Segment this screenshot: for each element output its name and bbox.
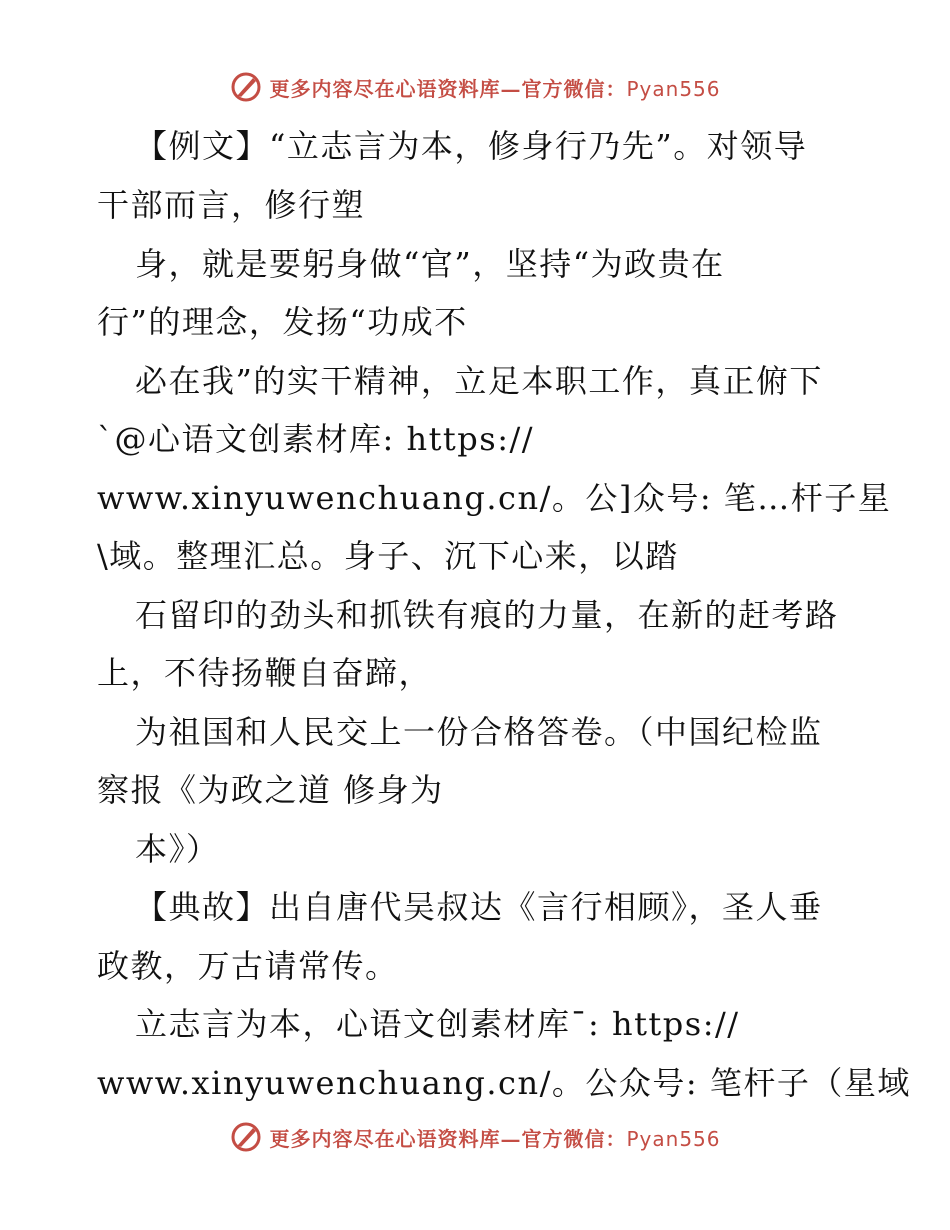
footer-watermark bbox=[0, 1120, 950, 1154]
text-line: 【典故】出自唐代吴叔达《言行相顾》，圣人垂 bbox=[135, 888, 823, 926]
feather-pen-logo-icon bbox=[229, 1120, 263, 1154]
text-line: 身，就是要躬身做“官”，坚持“为政贵在 bbox=[135, 245, 725, 283]
text-line: `@心语文创素材库: https:// bbox=[97, 420, 535, 458]
text-line: 行”的理念，发扬“功成不 bbox=[97, 303, 468, 341]
text-line: 【例文】“立志言为本，修身行乃先”。对领导 bbox=[135, 127, 808, 165]
text-line: 为祖国和人民交上一份合格答卷。（中国纪检监 bbox=[135, 713, 823, 751]
text-line: 本》） bbox=[135, 830, 220, 868]
text-line: 立志言为本，心语文创素材库¯: https:// bbox=[135, 1005, 740, 1043]
watermark-text: 更多内容尽在心语资料库—官方微信：Pyan556 bbox=[269, 76, 721, 101]
text-line: 干部而言，修行塑 bbox=[97, 186, 366, 224]
watermark-text: 更多内容尽在心语资料库—官方微信：Pyan556 bbox=[269, 1126, 721, 1151]
text-line: 石留印的劲头和抓铁有痕的力量，在新的赶考路 bbox=[135, 596, 839, 634]
text-line: www.xinyuwenchuang.cn/。公众号: 笔杆子（星域 bbox=[97, 1064, 911, 1102]
text-line: \域。整理汇总。身子、沉下心来，以踏 bbox=[97, 537, 679, 575]
text-line: www.xinyuwenchuang.cn/。公]众号: 笔…杆子星 bbox=[97, 479, 892, 517]
text-line: 政教，万古请常传。 bbox=[97, 947, 399, 985]
feather-pen-logo-icon bbox=[229, 70, 263, 104]
text-line: 上，不待扬鞭自奋蹄， bbox=[97, 654, 433, 692]
text-line: 必在我”的实干精神，立足本职工作，真正俯下 bbox=[135, 362, 823, 400]
text-line: 察报《为政之道 修身为 bbox=[97, 771, 444, 809]
header-watermark bbox=[0, 70, 950, 104]
